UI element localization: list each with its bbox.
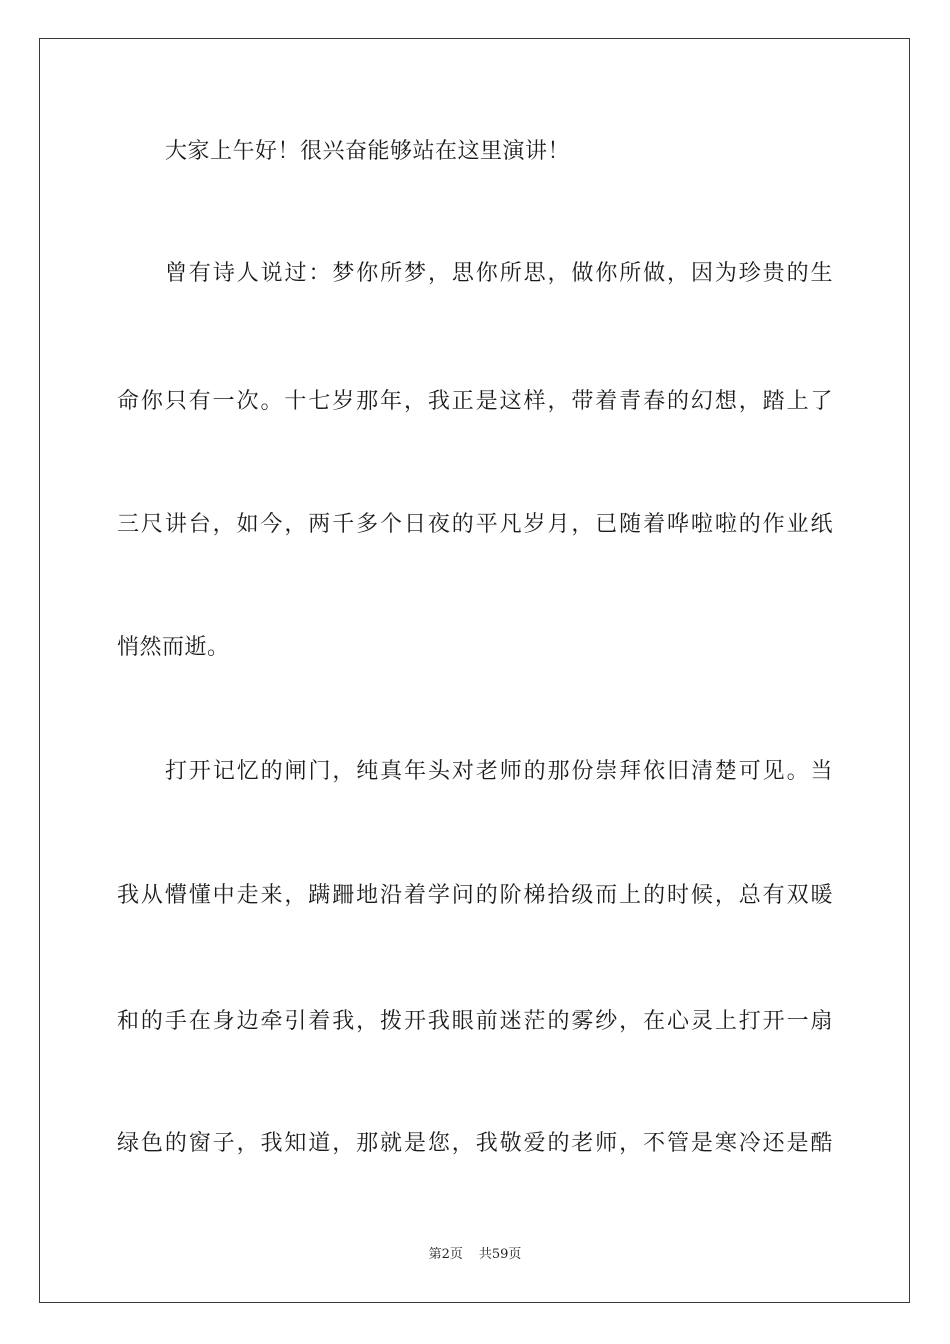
paragraph-2-line-3: 三尺讲台，如今，两千多个日夜的平凡岁月，已随着哗啦啦的作业纸	[117, 512, 833, 537]
paragraph-3-line-2: 我从懵懂中走来，蹒跚地沿着学问的阶梯拾级而上的时候，总有双暖	[117, 883, 833, 908]
paragraph-2-line-4: 悄然而逝。	[117, 635, 230, 660]
total-pages: 共59页	[478, 1247, 522, 1262]
paragraph-2-line-1: 曾有诗人说过：梦你所梦，思你所思，做你所做，因为珍贵的生	[165, 261, 833, 286]
paragraph-3-line-4: 绿色的窗子，我知道，那就是您，我敬爱的老师，不管是寒冷还是酷	[117, 1131, 833, 1156]
paragraph-3-line-1: 打开记忆的闸门，纯真年头对老师的那份崇拜依旧清楚可见。当	[165, 759, 833, 784]
page-frame	[39, 38, 910, 1303]
paragraph-1-line-1: 大家上午好！很兴奋能够站在这里演讲！	[165, 139, 571, 164]
page-number: 第2页	[428, 1247, 463, 1262]
paragraph-3-line-3: 和的手在身边牵引着我，拨开我眼前迷茫的雾纱，在心灵上打开一扇	[117, 1009, 833, 1034]
page-footer	[0, 1246, 950, 1264]
paragraph-2-line-2: 命你只有一次。十七岁那年，我正是这样，带着青春的幻想，踏上了	[117, 389, 833, 414]
